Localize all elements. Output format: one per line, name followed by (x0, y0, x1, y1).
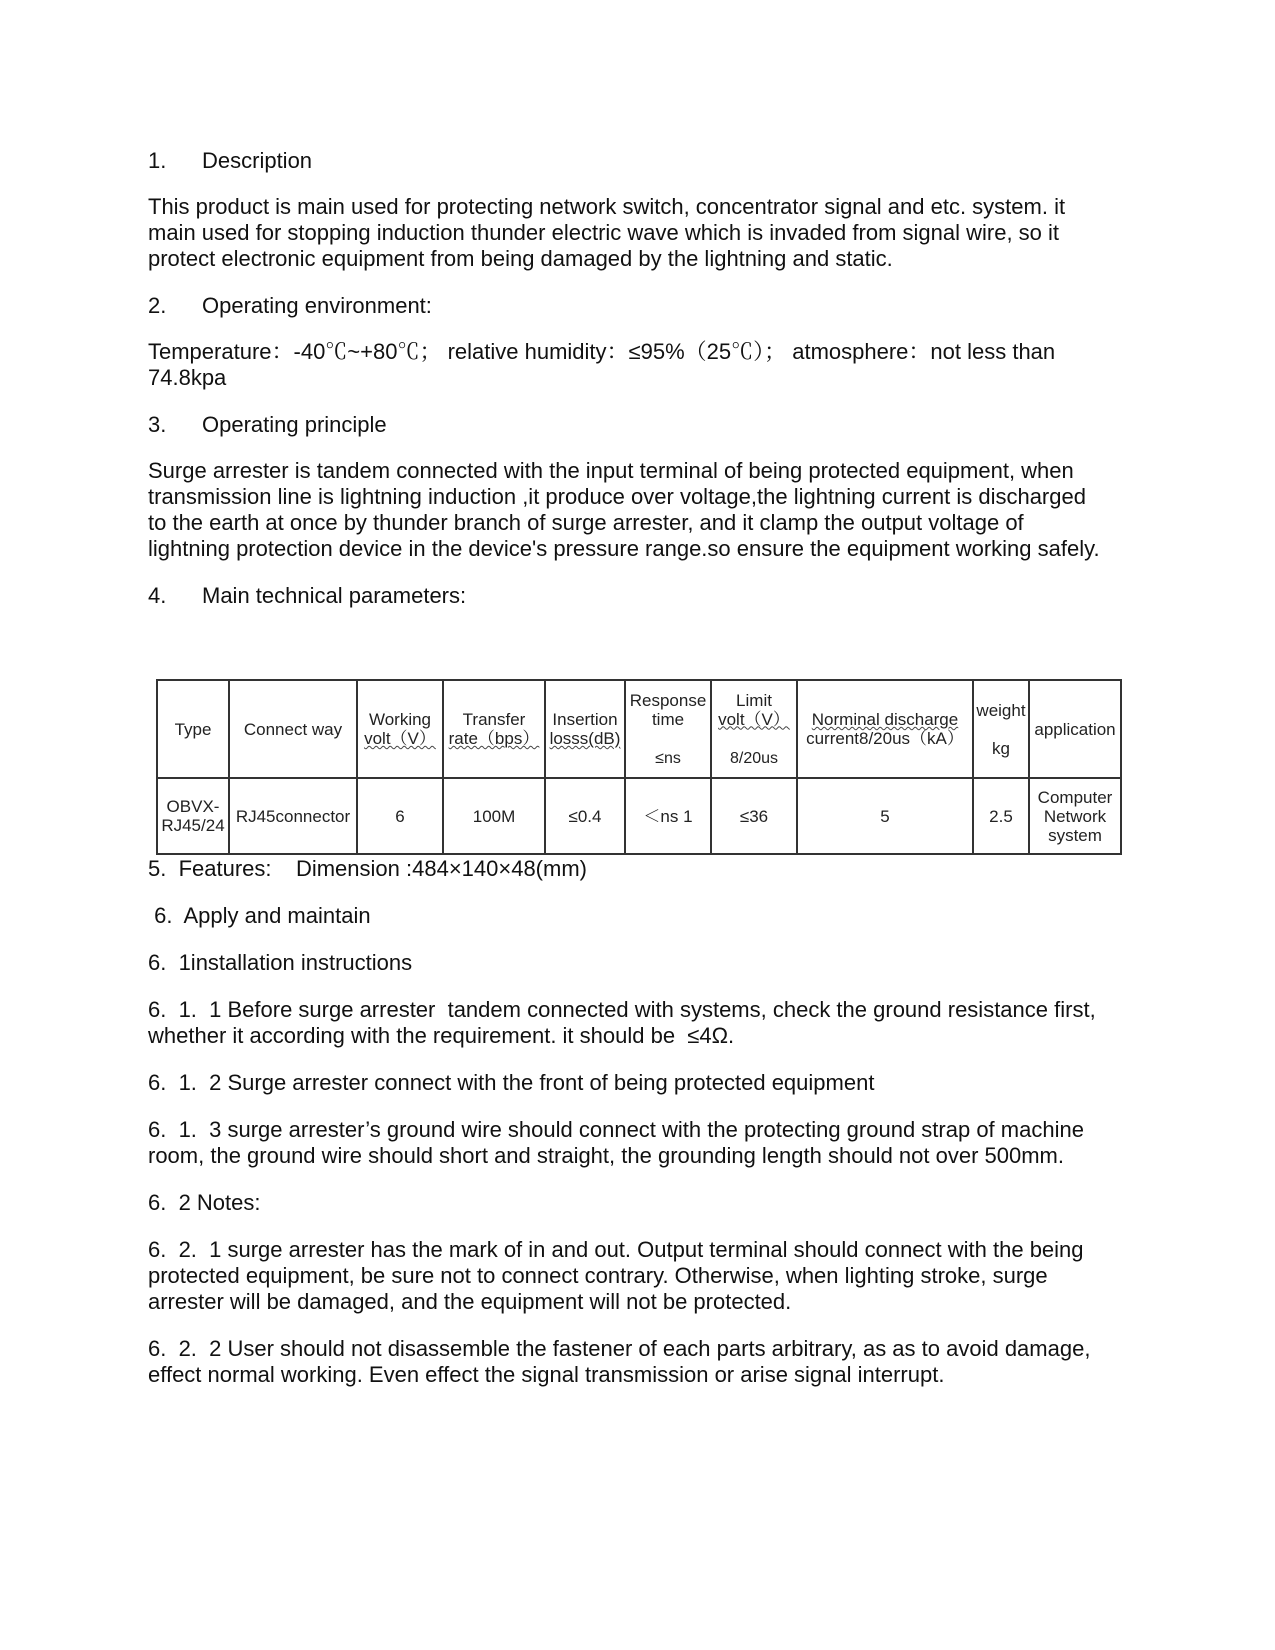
header-nominal-discharge: Norminal discharge current8/20us（kA） (797, 680, 973, 778)
cell-weight: 2.5 (973, 778, 1029, 854)
cell-type: OBVX- RJ45/24 (157, 778, 229, 854)
section-3-heading: 3. Operating principle (148, 412, 387, 437)
header-transfer-rate: Transfer rate（bps） (443, 680, 545, 778)
header-application: application (1029, 680, 1121, 778)
section-2-heading: 2. Operating environment: (148, 293, 432, 318)
header-connect-way: Connect way (229, 680, 357, 778)
instruction-6-1-1: 6. 1. 1 Before surge arrester tandem connected with systems, check the ground resistance first, whether it according with the requirement. it should be ≤4Ω. (148, 997, 1102, 1048)
header-insertion-loss: Insertion losss(dB) (545, 680, 625, 778)
installation-heading: 6. 1installation instructions (148, 950, 413, 975)
cell-insertion-loss: ≤0.4 (545, 778, 625, 854)
cell-response-time: ＜ns 1 (625, 778, 711, 854)
table-header-row (157, 680, 1121, 778)
features-line: 5. Features: Dimension :484×140×48(mm) (148, 856, 587, 881)
description-text: This product is main used for protecting network switch, concentrator signal and etc. system. it main used for stopping induction thunder electric wave which is invaded from signal wire, so it protect electronic equipment from being damaged by the lightning and static. (148, 194, 1066, 271)
document-page-lower (148, 856, 1108, 1409)
table-row (157, 778, 1121, 854)
header-response-time: Response time ≤ns (625, 680, 711, 778)
note-6-2-1: 6. 2. 1 surge arrester has the mark of in and out. Output terminal should connect with the being protected equipment, be sure not to connect contrary. Otherwise, when lighting stroke, surge arrester will be damaged, and the equipment will not be protected. (148, 1237, 1090, 1314)
note-6-2-2: 6. 2. 2 User should not disassemble the fastener of each parts arbitrary, as as to avoid damage, effect normal working. Even effect the signal transmission or arise signal interrupt. (148, 1336, 1097, 1387)
apply-maintain-heading: 6. Apply and maintain (148, 903, 371, 928)
parameters-table (156, 679, 1122, 855)
cell-connect-way: RJ45connector (229, 778, 357, 854)
section-4-heading: 4. Main technical parameters: (148, 583, 467, 608)
instruction-6-1-3: 6. 1. 3 surge arrester’s ground wire should connect with the protecting ground strap of machine room, the ground wire should short and straight, the grounding length should not over 500mm. (148, 1117, 1091, 1168)
cell-nominal-discharge: 5 (797, 778, 973, 854)
document-page (148, 148, 1108, 629)
principle-text: Surge arrester is tandem connected with the input terminal of being protected equipment, when transmission line is lightning induction ,it produce over voltage,the lightning current is discharged to the earth at once by thunder branch of surge arrester, and it clamp the output voltage of lightning protection device in the device's pressure range.so ensure the equipment working safely. (148, 458, 1100, 561)
cell-transfer-rate: 100M (443, 778, 545, 854)
section-1-heading: 1. Description (148, 148, 313, 173)
notes-heading: 6. 2 Notes: (148, 1190, 261, 1215)
environment-text: Temperature：-40℃~+80℃； relative humidity：≤95%（25℃）； atmosphere：not less than 74.8kpa (148, 339, 1056, 390)
header-weight: weight kg (973, 680, 1029, 778)
header-type: Type (157, 680, 229, 778)
instruction-6-1-2: 6. 1. 2 Surge arrester connect with the front of being protected equipment (148, 1070, 875, 1095)
header-limit-volt: Limit volt（V） 8/20us (711, 680, 797, 778)
header-working-volt: Working volt（V） (357, 680, 443, 778)
cell-application: Computer Network system (1029, 778, 1121, 854)
cell-limit-volt: ≤36 (711, 778, 797, 854)
cell-working-volt: 6 (357, 778, 443, 854)
